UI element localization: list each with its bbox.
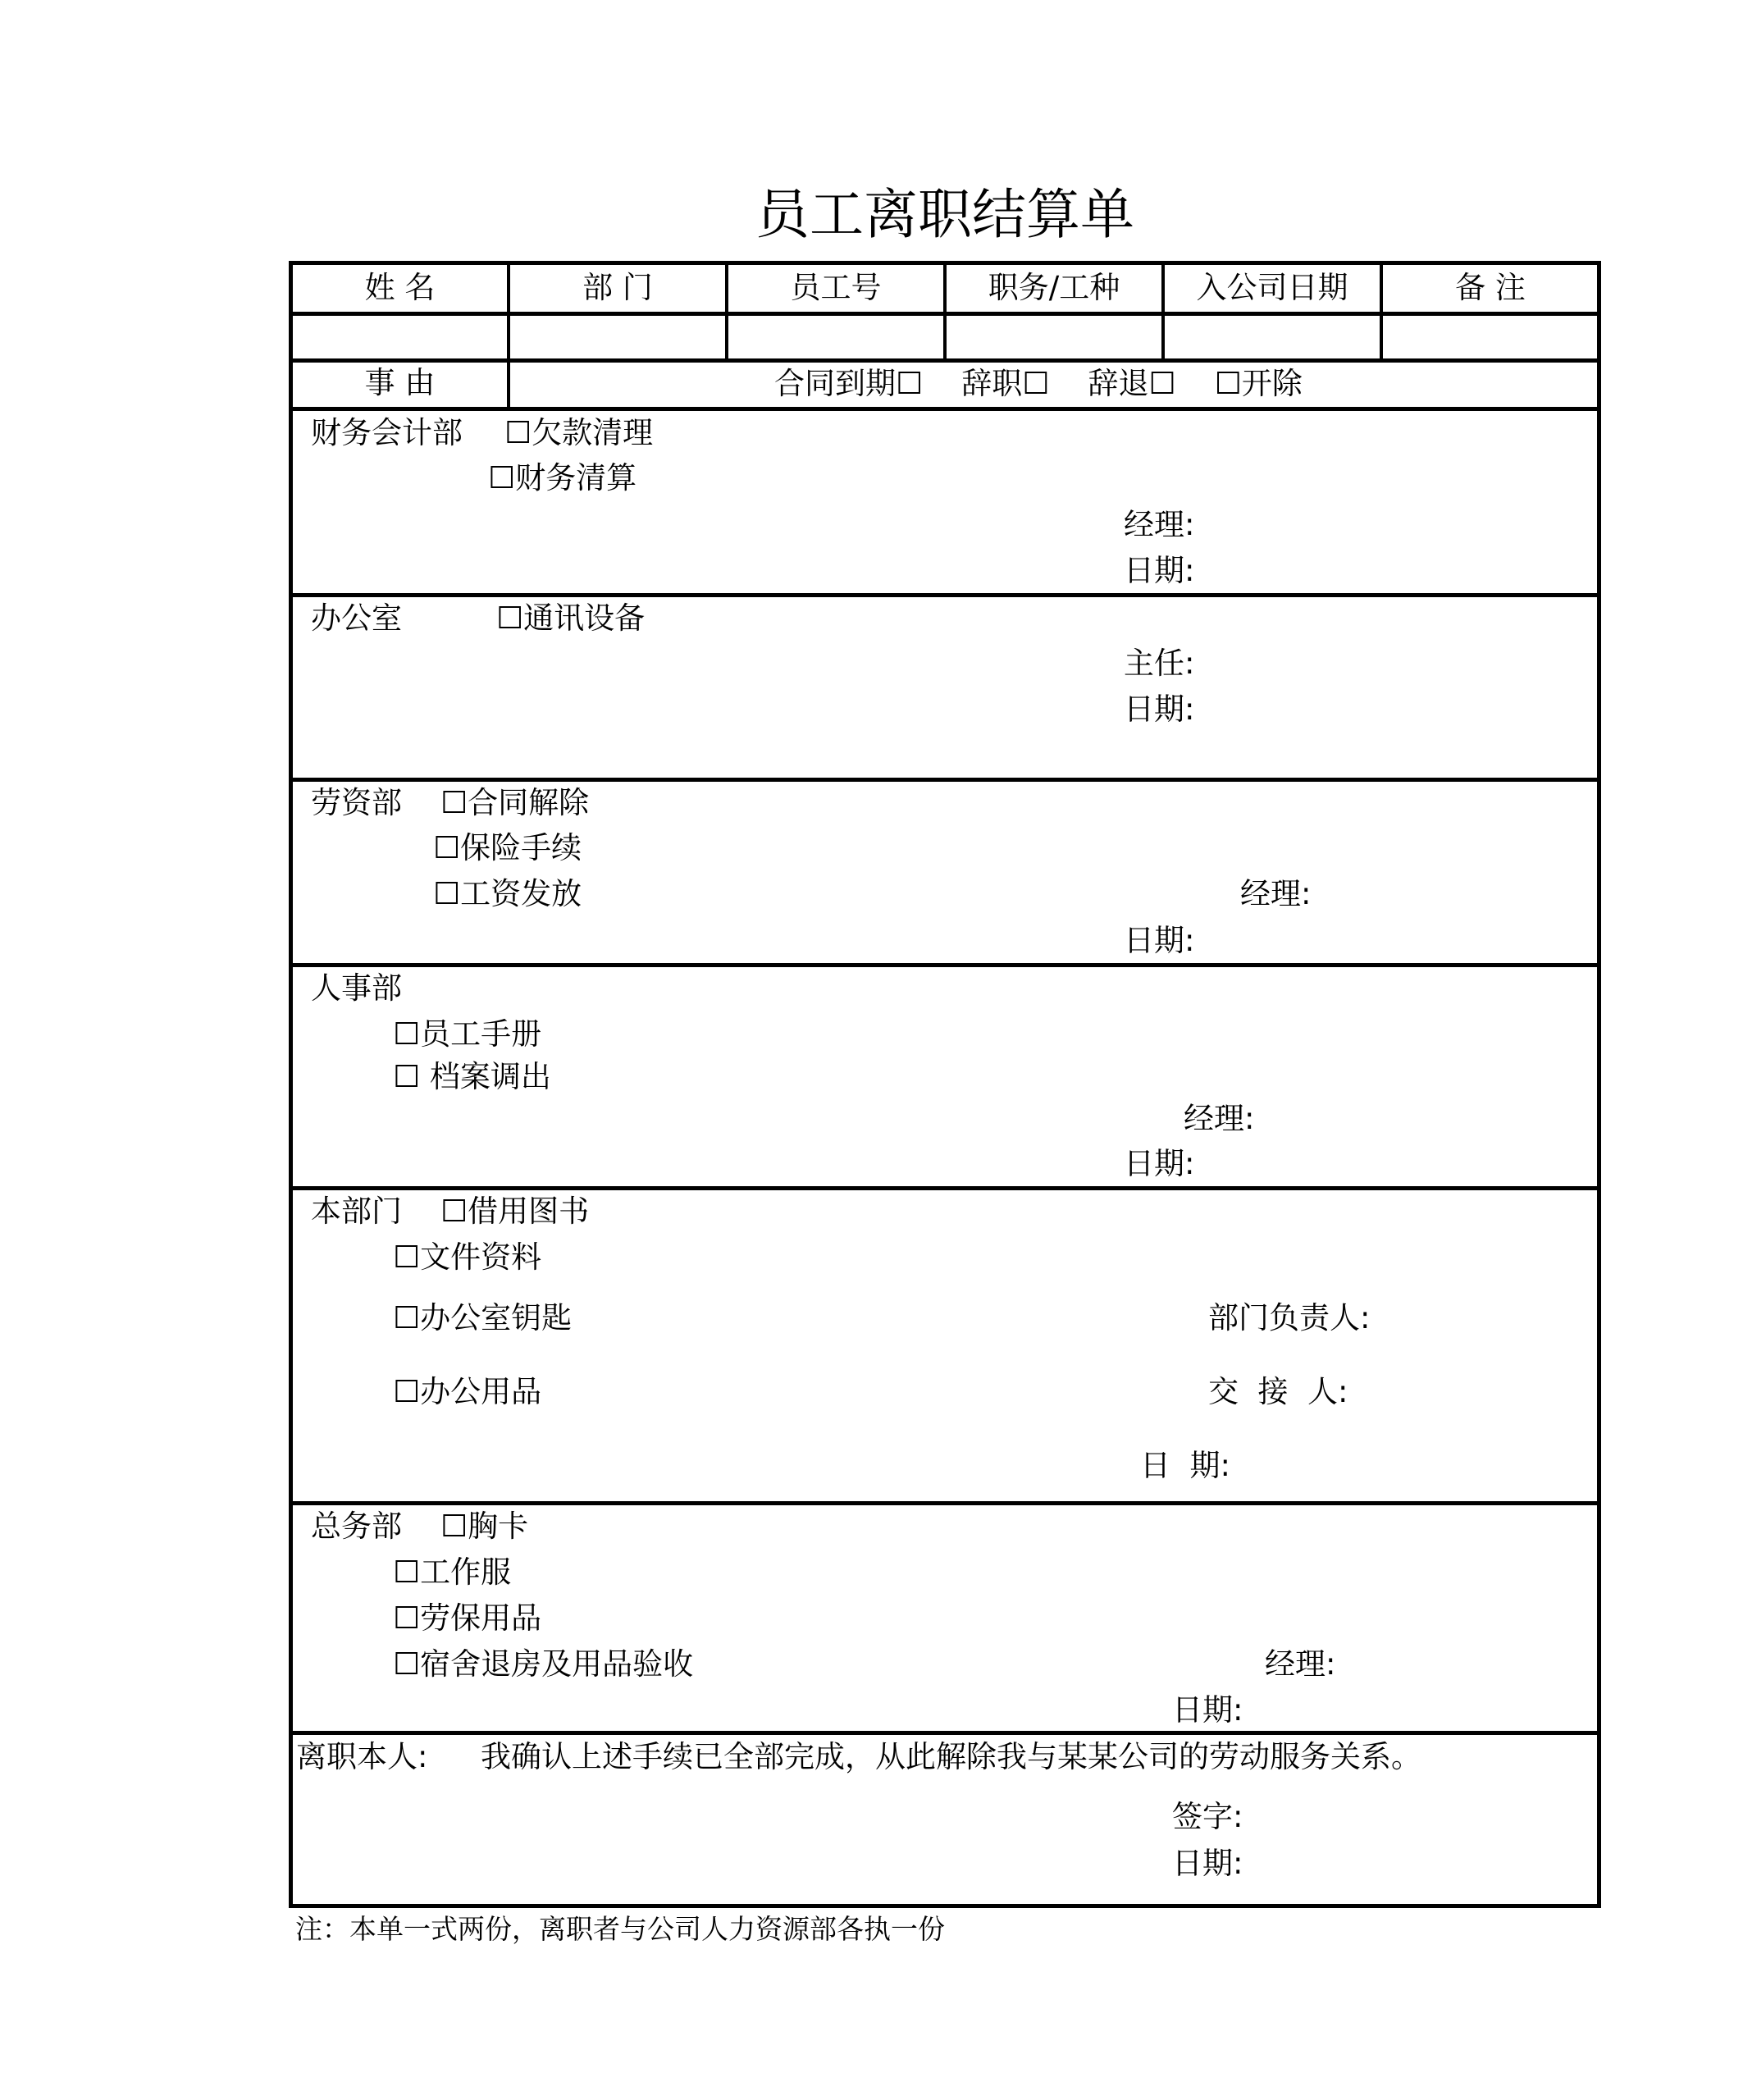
employee-id-field[interactable] — [728, 313, 943, 358]
hr-date-label: 日期: — [1124, 1146, 1195, 1181]
employee-statement: 我确认上述手续已全部完成，从此解除我与某某公司的劳动服务关系。 — [481, 1739, 1421, 1774]
col-divider — [507, 358, 510, 408]
finance-checkbox-debt[interactable]: ☐欠款清理 — [504, 415, 654, 450]
employee-signature-label: 签字: — [1172, 1799, 1243, 1834]
position-field[interactable] — [947, 313, 1161, 358]
labor-checkbox-salary[interactable]: ☐工资发放 — [433, 876, 582, 911]
header-remarks: 备 注 — [1455, 270, 1526, 305]
form-title: 员工离职结算单 — [755, 183, 1134, 246]
labor-checkbox-contract[interactable]: ☐合同解除 — [440, 785, 590, 820]
hr-dept-label: 人事部 — [311, 970, 402, 1006]
section-divider — [293, 963, 1597, 967]
hr-checkbox-handbook[interactable]: ☐员工手册 — [393, 1016, 542, 1052]
general-date-label: 日期: — [1172, 1692, 1243, 1728]
row-divider — [293, 407, 1597, 411]
office-director-label: 主任: — [1124, 646, 1195, 681]
own-dept-handover-label: 交 接 人: — [1208, 1374, 1348, 1409]
own-dept-checkbox-keys[interactable]: ☐办公室钥匙 — [393, 1300, 573, 1335]
footnote: 注：本单一式两份，离职者与公司人力资源部各执一份 — [295, 1913, 945, 1945]
department-field[interactable] — [510, 313, 725, 358]
hr-checkbox-archive[interactable]: ☐ 档案调出 — [393, 1059, 551, 1094]
header-employee-id: 员工号 — [790, 270, 882, 305]
hr-manager-label: 经理: — [1184, 1101, 1255, 1136]
office-dept-label: 办公室 — [311, 600, 402, 636]
general-dept-label: 总务部 — [311, 1509, 402, 1544]
labor-date-label: 日期: — [1124, 923, 1195, 958]
own-dept-date-label: 日 期: — [1140, 1448, 1230, 1483]
join-date-field[interactable] — [1165, 313, 1380, 358]
section-divider — [293, 593, 1597, 597]
header-department: 部 门 — [582, 270, 653, 305]
finance-checkbox-settlement[interactable]: ☐财务清算 — [488, 460, 637, 495]
general-checkbox-badge[interactable]: ☐胸卡 — [440, 1509, 529, 1544]
employee-date-label: 日期: — [1172, 1846, 1243, 1881]
reason-label: 事 由 — [364, 365, 436, 400]
section-divider — [293, 778, 1597, 782]
reason-options[interactable]: 合同到期☐ 辞职☐ 辞退☐ ☐开除 — [774, 366, 1303, 401]
office-checkbox-devices[interactable]: ☐通讯设备 — [496, 600, 646, 636]
header-name: 姓 名 — [364, 270, 436, 305]
labor-dept-label: 劳资部 — [311, 785, 402, 820]
own-dept-label: 本部门 — [311, 1194, 402, 1229]
own-dept-head-label: 部门负责人: — [1208, 1300, 1371, 1335]
own-dept-checkbox-books[interactable]: ☐借用图书 — [440, 1194, 590, 1229]
general-checkbox-uniform[interactable]: ☐工作服 — [393, 1554, 512, 1590]
office-date-label: 日期: — [1124, 692, 1195, 727]
labor-manager-label: 经理: — [1240, 876, 1312, 911]
own-dept-checkbox-supplies[interactable]: ☐办公用品 — [393, 1374, 542, 1409]
labor-checkbox-insurance[interactable]: ☐保险手续 — [433, 830, 582, 865]
name-field[interactable] — [293, 313, 507, 358]
own-dept-checkbox-documents[interactable]: ☐文件资料 — [393, 1239, 542, 1275]
finance-dept-label: 财务会计部 — [311, 415, 463, 450]
employee-label: 离职本人: — [296, 1739, 428, 1774]
settlement-form — [289, 261, 1601, 1908]
section-divider — [293, 1731, 1597, 1735]
general-checkbox-dormitory[interactable]: ☐宿舍退房及用品验收 — [393, 1646, 694, 1682]
section-divider — [293, 1186, 1597, 1190]
remarks-field[interactable] — [1383, 313, 1598, 358]
finance-date-label: 日期: — [1124, 553, 1195, 588]
general-manager-label: 经理: — [1265, 1646, 1336, 1682]
header-join-date: 入公司日期 — [1196, 270, 1348, 305]
general-checkbox-protective[interactable]: ☐劳保用品 — [393, 1600, 542, 1636]
header-position: 职务/工种 — [988, 270, 1120, 305]
finance-manager-label: 经理: — [1124, 507, 1195, 542]
section-divider — [293, 1501, 1597, 1505]
